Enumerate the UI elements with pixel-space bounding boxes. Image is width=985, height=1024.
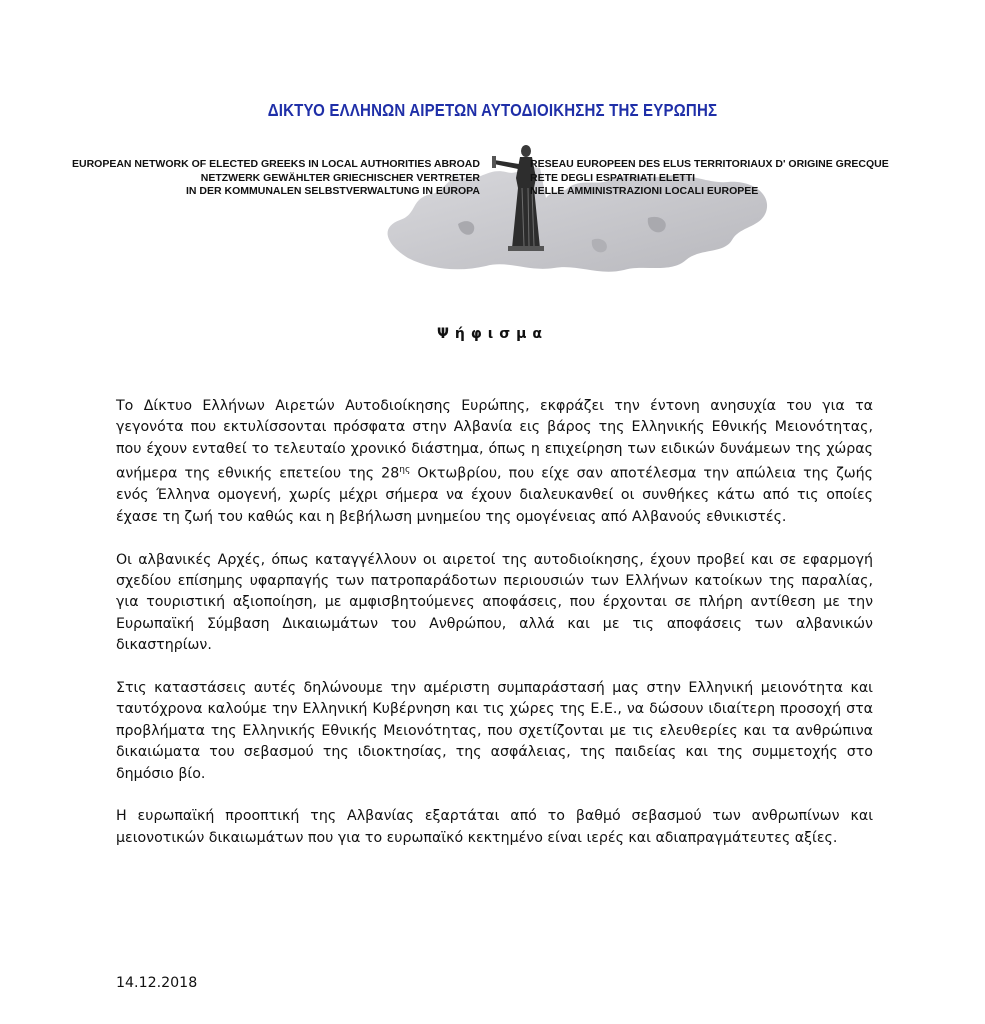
- org-names-left: [72, 158, 482, 199]
- paragraph-1: [116, 396, 873, 528]
- network-title: ΔΙΚΤΥΟ ΕΛΛΗΝΩΝ ΑΙΡΕΤΩΝ ΑΥΤΟΔΙΟΙΚΗΣΗΣ ΤΗΣ ΕΥΡΩΠΗΣ: [267, 100, 718, 120]
- org-name-french: RESEAU EUROPEEN DES ELUS TERRITORIAUX D' ORIGINE GRECQUE: [530, 158, 889, 170]
- org-names-right: [530, 158, 950, 199]
- document-title: Ψήφισμα: [436, 326, 549, 342]
- paragraph-4: Η ευρωπαϊκή προοπτική της Αλβανίας εξαρτάται από το βαθμό σεβασμού των ανθρωπίνων και μειονοτικών δικαιωμάτων που για το ευρωπαϊκό κεκτημένο είναι ιερές και αδιαπραγμάτευτες αξίες.: [116, 808, 873, 846]
- paragraph-1-text-end: Οκτωβρίου, που είχε σαν αποτέλεσμα την απώλεια της ζωής ενός Έλληνα ομογενή, χωρίς μέχρι σήμερα να έχουν διαλευκανθεί οι συνθήκες κάτω από τις οποίες έχασε τη ζωή του καθώς και η βεβήλωση μνημείου της ομογένειας από Αλβανούς εθνικιστές.: [116, 465, 873, 525]
- org-name-german-line2: IN DER KOMMUNALEN SELBSTVERWALTUNG IN EUROPA: [185, 185, 480, 197]
- org-name-english: EUROPEAN NETWORK OF ELECTED GREEKS IN LOCAL AUTHORITIES ABROAD: [72, 158, 480, 170]
- paragraph-3: Στις καταστάσεις αυτές δηλώνουμε την αμέριστη συμπαράστασή μας στην Ελληνική μειονότητα και ταυτόχρονα καλούμε την Ελληνική Κυβέρνηση και τις χώρες της Ε.Ε., να δώσουν ιδιαίτερη προσοχή στα προβλήματα της Ελληνικής Εθνικής Μειονότητας, που σχετίζονται με τις ελευθερίες και τα ανθρώπινα δικαιώματα του σεβασμού της ιδιοκτησίας, της ασφάλειας, της παιδείας και της συμμετοχής στο δημόσιο βίο.: [116, 679, 873, 782]
- paragraph-1-text-start: Το Δίκτυο Ελλήνων Αιρετών Αυτοδιοίκησης Ευρώπης, εκφράζει την έντονη ανησυχία του για τα γεγονότα που εκτυλίσσονται πρόσφατα στην Αλβανία εις βάρος της Ελληνικής Εθνικής Μειονότητας, που έχουν ενταθεί το τελευταίο χρονικό διάστημα, όπως η επιχείρηση των ειδικών δυνάμεων της χώρας ανήμερα της εθνικής επετείου της 28: [116, 398, 873, 482]
- org-name-german-line1: NETZWERK GEWÄHLTER GRIECHISCHER VERTRETER: [200, 171, 480, 184]
- europe-map-logo: [348, 128, 788, 276]
- paragraph-2: Οι αλβανικές Αρχές, όπως καταγγέλλουν οι αιρετοί της αυτοδιοίκησης, έχουν προβεί και σε εφαρμογή σχεδίου επίσημης υφαρπαγής των πατροπαράδοτων περιουσιών των Ελλήνων κατοίκων της παραλίας, για τουριστική αξιοποίηση, με αμφισβητούμενες αποφάσεις, που έρχονται σε πλήρη αντίθεση με την Ευρωπαϊκή Σύμβαση Δικαιωμάτων του Ανθρώπου, αλλά και με τις αποφάσεις των αλβανικών δικαστηρίων.: [116, 551, 873, 654]
- document-date: 14.12.2018: [116, 975, 198, 991]
- org-name-italian-line2: NELLE AMMINISTRAZIONI LOCALI EUROPEE: [530, 185, 759, 197]
- document-body: [116, 396, 873, 871]
- ordinal-superscript: ης: [399, 465, 411, 476]
- org-name-italian-line1: RETE DEGLI ESPATRIATI ELETTI: [530, 171, 696, 184]
